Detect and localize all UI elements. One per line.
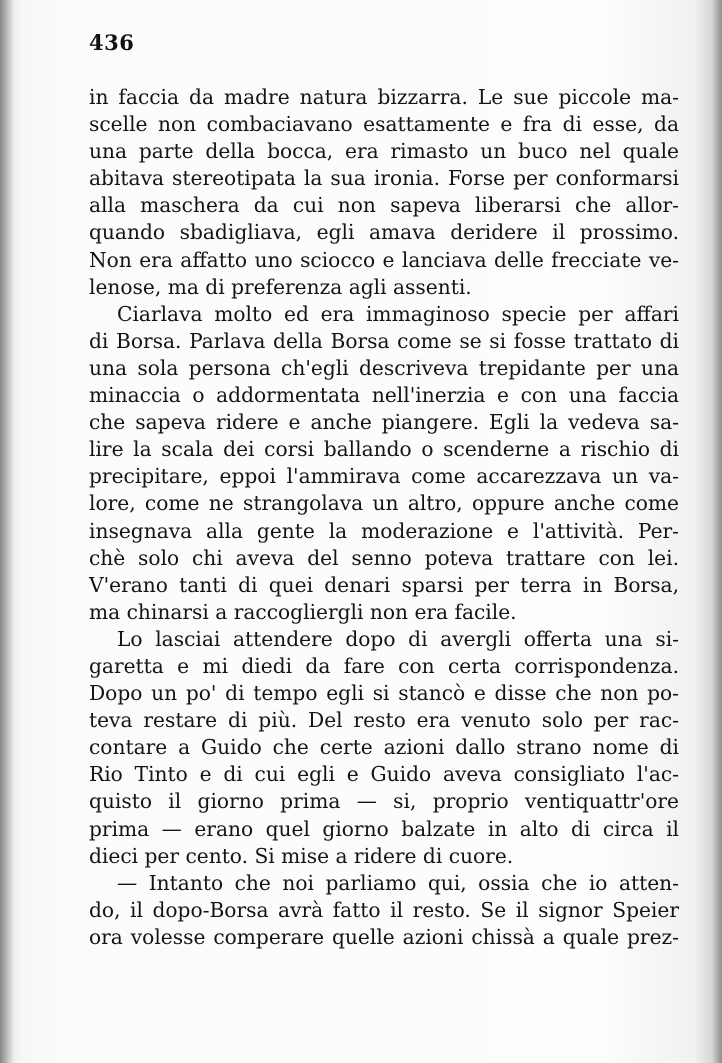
text-line: scelle non combaciavano esattamente e fra di esse, da — [89, 112, 679, 137]
text-line: in faccia da madre natura bizzarra. Le sue piccole ma- — [89, 85, 679, 109]
text-line: contare a Guido che certe azioni dallo strano nome di — [89, 735, 679, 760]
text-line: Lo lasciai attendere dopo di avergli offerta una si- — [117, 626, 679, 651]
text-line: Rio Tinto e di cui egli e Guido aveva consigliato l'ac- — [89, 762, 679, 787]
text-line: insegnava alla gente la moderazione e l'attività. Per- — [89, 518, 679, 543]
text-line: Ciarlava molto ed era immaginoso specie per affari — [117, 301, 679, 326]
text-line: chè solo chi aveva del senno poteva trattare con lei. — [89, 545, 679, 570]
text-line: prima — erano quel giorno balzate in alto di circa il — [89, 816, 679, 841]
text-line: quando sbadigliava, egli amava deridere il prossimo. — [89, 220, 679, 245]
text-line: lore, come ne strangolava un altro, oppure anche come — [89, 491, 679, 516]
text-line: lenose, ma di preferenza agli assenti. — [89, 274, 472, 299]
text-line: abitava stereotipata la sua ironia. Forse per conformarsi — [89, 166, 679, 191]
text-line: — Intanto che noi parliamo qui, ossia che io atten- — [117, 870, 679, 895]
text-line: ora volesse comperare quelle azioni chissà a quale prez- — [89, 924, 679, 949]
text-line: precipitare, eppoi l'ammirava come accarezzava un va- — [89, 464, 679, 489]
text-line: dieci per cento. Si mise a ridere di cuore. — [89, 843, 514, 868]
text-line: minaccia o addormentata nell'inerzia e con una faccia — [89, 383, 679, 408]
text-line: alla maschera da cui non sapeva liberarsi che allor- — [89, 193, 679, 218]
spine-shadow — [0, 0, 14, 1063]
text-line: do, il dopo-Borsa avrà fatto il resto. Se il signor Speier — [89, 897, 679, 922]
page-edge — [712, 0, 722, 1063]
text-line: una parte della bocca, era rimasto un buco nel quale — [89, 139, 679, 164]
text-line: Dopo un po' di tempo egli si stancò e disse che non po- — [89, 681, 679, 706]
text-line: una sola persona ch'egli descriveva trepidante per una — [89, 355, 679, 380]
text-line: Non era affatto uno sciocco e lanciava delle frecciate ve- — [89, 247, 679, 272]
text-line: garetta e mi diedi da fare con certa corrispondenza. — [89, 653, 679, 678]
text-line: V'erano tanti di quei denari sparsi per terra in Borsa, — [89, 572, 679, 597]
body-text — [89, 84, 679, 951]
text-line: lire la scala dei corsi ballando o scenderne a rischio di — [89, 437, 679, 462]
text-line: ma chinarsi a raccogliergli non era facile. — [89, 599, 517, 624]
text-line: che sapeva ridere e anche piangere. Egli la vedeva sa- — [89, 410, 679, 435]
page-number: 436 — [89, 30, 135, 55]
text-line: quisto il giorno prima — si, proprio ventiquattr'ore — [89, 789, 679, 814]
text-line: di Borsa. Parlava della Borsa come se si fosse trattato di — [89, 328, 679, 353]
text-line: teva restare di più. Del resto era venuto solo per rac- — [89, 708, 679, 733]
